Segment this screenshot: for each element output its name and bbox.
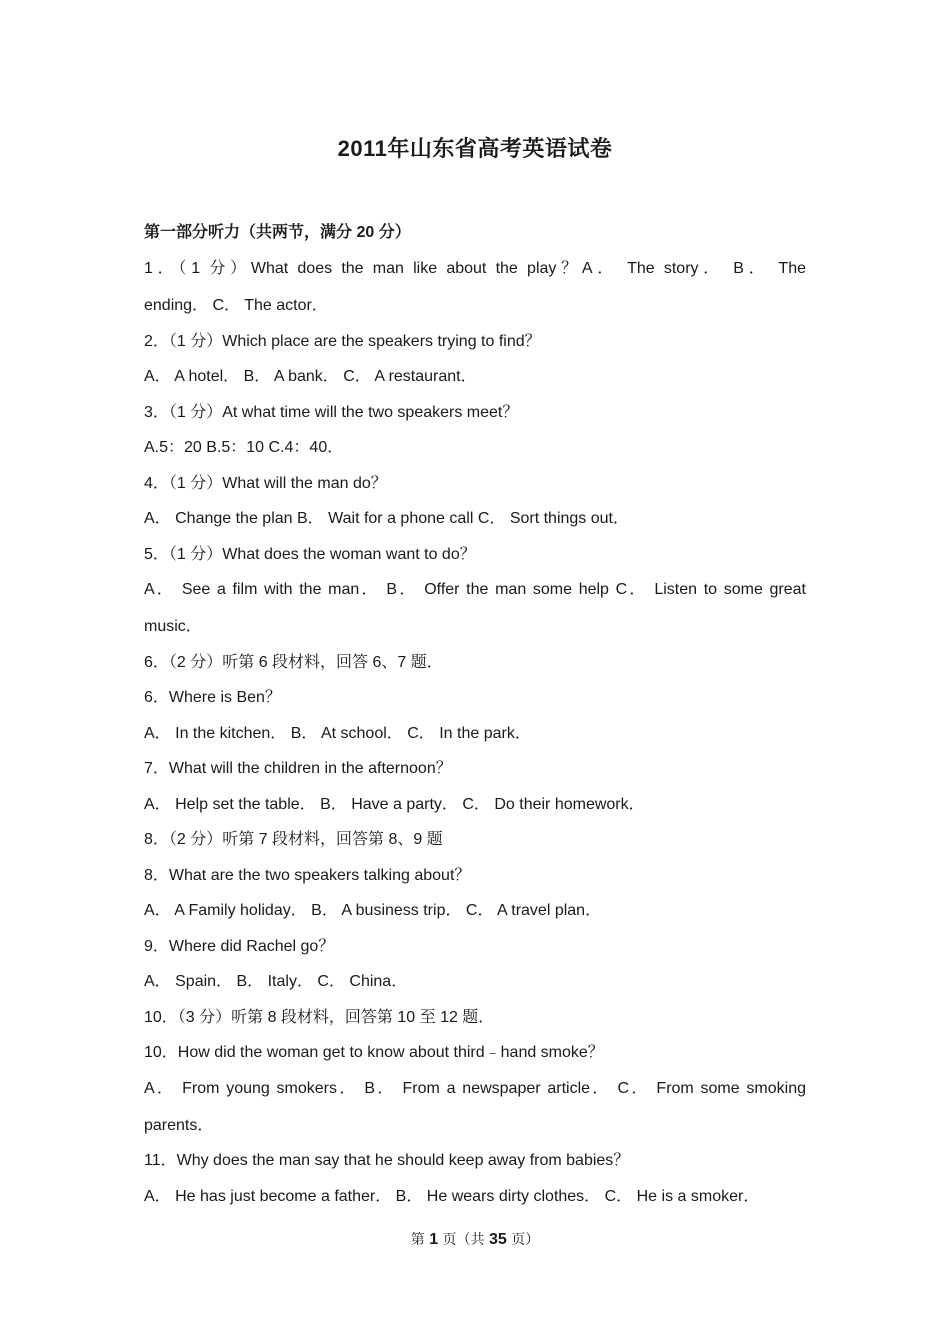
question-line: 1．（1 分）What does the man like about the play？A． The story． B． The — [144, 260, 806, 277]
footer-middle: 页（共 — [438, 1232, 489, 1248]
question-line: A． Help set the table． B． Have a party． C． Do their homework． — [144, 795, 645, 813]
page-footer — [0, 1229, 950, 1249]
question-line: 11．Why does the man say that he should keep away from babies？ — [144, 1152, 630, 1169]
question-line: A． From young smokers． B． From a newspaper article． C． From some smoking — [144, 1079, 807, 1097]
footer-suffix: 页） — [506, 1232, 540, 1248]
question-line: 10．How did the woman get to know about third﹣hand smoke？ — [144, 1044, 604, 1061]
question-line: 8．What are the two speakers talking about？ — [144, 866, 471, 884]
footer-total-pages: 35 — [489, 1231, 507, 1248]
question-line: parents． — [144, 1116, 214, 1134]
question-line: 7．What will the children in the afternoon？ — [144, 760, 452, 777]
question-line: 3．（1 分）At what time will the two speakers meet？ — [144, 403, 519, 421]
question-line: 5．（1 分）What does the woman want to do？ — [144, 545, 476, 563]
document-body — [144, 218, 806, 1217]
question-line: A.5：20 B.5：10 C.4：40． — [144, 439, 344, 456]
footer-page-number: 1 — [429, 1231, 439, 1248]
document-title: 2011年山东省高考英语试卷 — [337, 136, 613, 161]
question-line: 8．（2 分）听第 7 段材料，回答第 8、9 题 — [144, 831, 443, 848]
question-line: ending． C． The actor． — [144, 297, 328, 314]
question-line: A． A hotel． B． A bank． C． A restaurant． — [144, 368, 477, 385]
question-line: A． He has just become a father． B． He wears dirty clothes． C． He is a smoker． — [144, 1187, 760, 1205]
question-line: 4．（1 分）What will the man do？ — [144, 474, 387, 492]
question-line: 10．（3 分）听第 8 段材料，回答第 10 至 12 题． — [144, 1008, 495, 1026]
question-line: 2．（1 分）Which place are the speakers trying to find？ — [144, 332, 541, 350]
question-line: A． See a film with the man． B． Offer the man some help C． Listen to some great — [144, 581, 807, 598]
question-line: A． A Family holiday． B． A business trip． C． A travel plan． — [144, 902, 602, 919]
question-line: A． Change the plan B． Wait for a phone call C． Sort things out． — [144, 510, 629, 527]
question-line: 9．Where did Rachel go？ — [144, 937, 335, 955]
section-heading: 第一部分听力（共两节，满分 20 分） — [144, 224, 411, 241]
question-line: 6．（2 分）听第 6 段材料，回答 6、7 题． — [144, 653, 443, 671]
footer-prefix: 第 — [410, 1232, 430, 1248]
question-line: A． In the kitchen． B． At school． C． In the park． — [144, 724, 531, 742]
question-line: A． Spain． B． Italy． C． China． — [144, 973, 408, 990]
question-line: music． — [144, 618, 202, 635]
question-line: 6．Where is Ben？ — [144, 689, 281, 706]
